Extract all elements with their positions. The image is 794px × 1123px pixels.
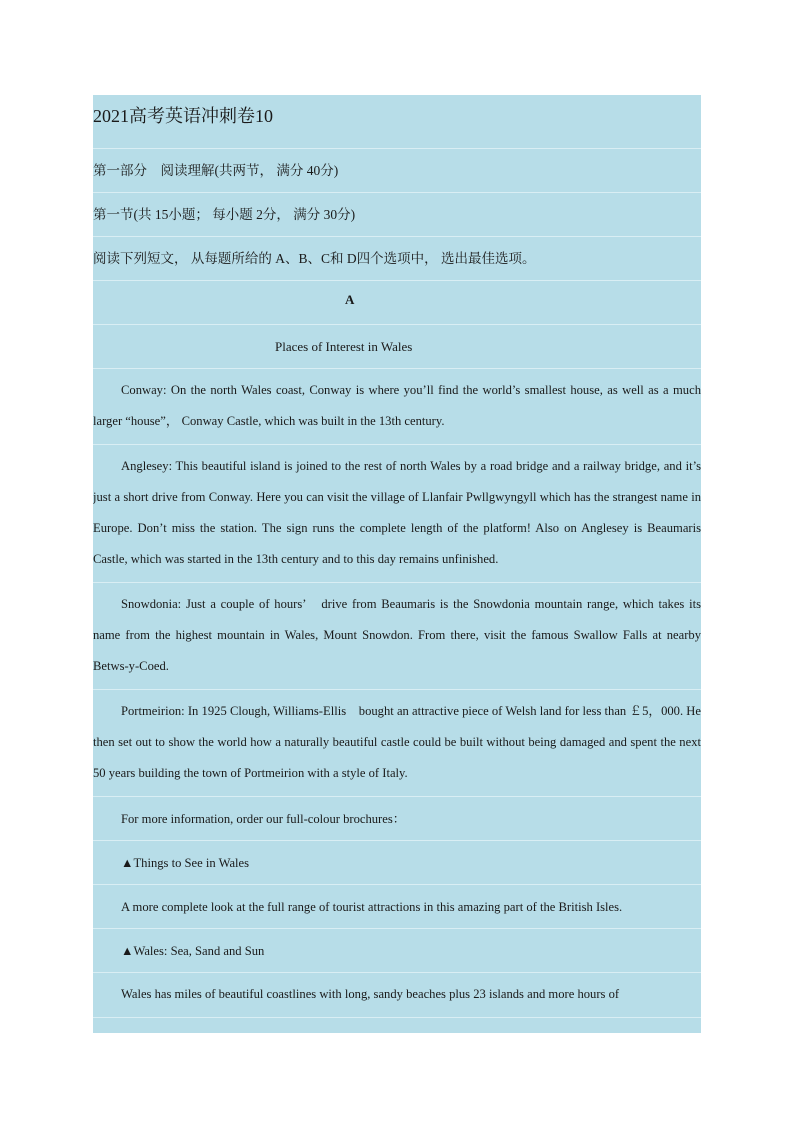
brochure-2-description: Wales has miles of beautiful coastlines with long, sandy beaches plus 23 islands and more hours of xyxy=(93,973,701,1018)
document-page xyxy=(93,95,701,1033)
passage-letter xyxy=(93,281,701,325)
section-heading: 第一节(共 15小题； 每小题 2分， 满分 30分) xyxy=(93,193,701,237)
paragraph-anglesey: Anglesey: This beautiful island is joined to the rest of north Wales by a road bridge and a railway bridge, and it’s just a short drive from Conway. Here you can visit the village of Llanfair Pwllgwyngyll which has the strangest name in Europe. Don’t miss the station. The sign runs the complete length of the platform! Also on Anglesey is Beaumaris Castle, which was started in the 13th century and to this day remains unfinished. xyxy=(93,445,701,583)
brochure-1-title: ▲Things to See in Wales xyxy=(93,841,701,885)
paragraph-snowdonia: Snowdonia: Just a couple of hours’ drive from Beaumaris is the Snowdonia mountain range, which takes its name from the highest mountain in Wales, Mount Snowdon. From there, visit the famous Swallow Falls at nearby Betws-y-Coed. xyxy=(93,583,701,690)
passage-title xyxy=(93,325,701,369)
brochure-1-description: A more complete look at the full range of tourist attractions in this amazing part of the British Isles. xyxy=(93,885,701,929)
brochure-2-title: ▲Wales: Sea, Sand and Sun xyxy=(93,929,701,973)
paragraph-portmeirion: Portmeirion: In 1925 Clough, Williams-Ellis bought an attractive piece of Welsh land for less than ￡5，000. He then set out to show the world how a naturally beautiful castle could be built without being damaged and spent the next 50 years building the town of Portmeirion with a style of Italy. xyxy=(93,690,701,797)
paragraph-conway: Conway: On the north Wales coast, Conway is where you’ll find the world’s smallest house, as well as a much larger “house”， Conway Castle, which was built in the 13th century. xyxy=(93,369,701,445)
brochure-intro: For more information, order our full-colour brochures： xyxy=(93,797,701,841)
instruction-text: 阅读下列短文， 从每题所给的 A、B、C和 D四个选项中， 选出最佳选项。 xyxy=(93,237,701,281)
passage-title-text: Places of Interest in Wales xyxy=(275,339,413,354)
passage-letter-text: A xyxy=(345,292,355,307)
part-heading: 第一部分 阅读理解(共两节， 满分 40分) xyxy=(93,149,701,193)
document-title: 2021高考英语冲刺卷10 xyxy=(93,95,701,149)
